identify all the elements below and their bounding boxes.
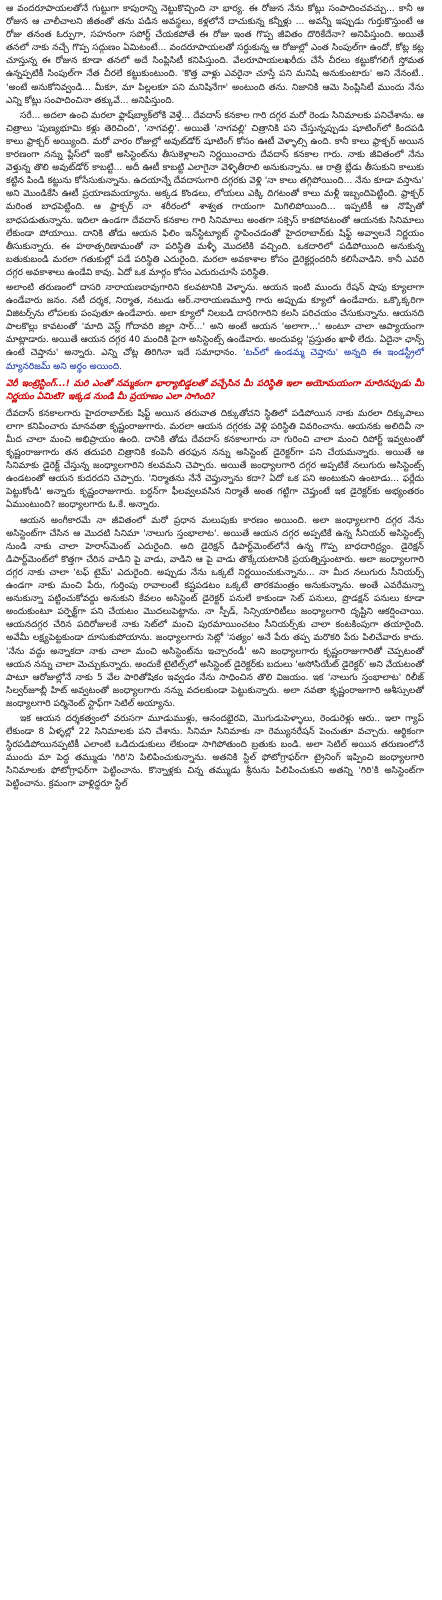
paragraph-4: దేవదాస్ కనకాలగారు హైదరాబాద్‌కు షిఫ్ట్ అయిన తరువాత దిక్కుతోచని స్థితిలో పడిపోయిన నాకు మరలా దిక్కుపాలు లాగా కనిపించారు మానవతా కృష్ణంరాజుగారు. మరలా ఆయన దగ్గరకు వెళ్లి పరిస్థితి వివరించాను. ఆయనకు అలిదివీ నా మీద చాలా మంచి అభిప్రాయం ఉంది. దానికి తోడు దేవదాస్ కనకాలగారు నా గురించి చాలా మంచి రిపోర్ట్ ఇవ్వటంతో కృష్ణంరాజుగారు తన తదుపరి చిత్రానికి కంపెనీ తరఫున నన్ను అసిస్టెంట్ డైరెక్టర్‌గా పని చేయమన్నారు. అయితే ఆ సినిమాకు డైరెక్ట్ చేస్తున్న జంధ్యాలగారిని కలవమని చెప్పారు. అయితే జంధ్యాలగారి దగ్గర అప్పటికే నలుగురు అసిస్టెంట్స్ ఉండటంతో ఆయన కుదరదని చెప్పారు. 'నిర్మాతను నేనే చెప్తున్నాను కదా? ఏదో ఒక పని అంటుకుని ఉంటాడు... ఫర్లేదు పెట్టుకోండి' అన్నారు కృష్ణంరాజుగారు. బర్డన్‌గా ఫీలవ్వలవసిన నిర్మాతే అంత గట్టిగా చెప్తుంటే ఇక డైరెక్టర్‌కు అభ్యంతరం ఏముంటుంది? జంధ్యాలగారు ఓ.కే. అన్నారు. (6, 408, 424, 511)
article-body (0, 0, 430, 792)
interview-question (6, 378, 424, 404)
paragraph-1: ఆ వందరూపాయలతోనే గుట్టుగా కాపురాన్ని నెట్టుకొచ్చింది నా భార్య. ఈ రోజున నేను కోట్లు సంపాదించవచ్చు... కానీ ఆ రోజున ఆ చాలీచాలని జీతంతో తను పడిన అవస్థలు, కళ్లలోనే దాచుకున్న కన్నీళ్లు ... అవన్నీ ఇప్పుడు గుర్తుకొస్తుంటే ఆ రోజు తనంత ఓర్పుగా, సహనంగా సపోర్ట్ చేయకపోతే ఈ రోజు ఇంత గొప్ప జీవితం దొరికేదేనా? అనిపిస్తుంది. అయితే తనలో నాకు నచ్చే గొప్ప సద్గుణం ఏమిటంటే... వందరూపాయలతో సర్దుకున్న ఆ రోజుల్లో ఎంత సింపుల్‌గా ఉందో, కోట్ల కట్ల చూస్తున్న ఈ రోజున కూడా తనలో అదే సింప్లిసిటీ కనిపిస్తుంది. వేలరూపాయలఖరీదు చేసే చీరలు కట్టుకోగలిగే స్తోమత ఉన్నప్పటికీ సింపుల్‌గా నేత చీరలే కట్టుకుంటుంది. 'కొత్త వాళ్లు ఎవరైనా చూస్తే పని మనిషి అనుకుంటారు' అని నేనంటే.. 'అంటే అనుకోనివ్వండి... మీకూ, మా పిల్లలకూ పని మనిషినేగా' అంటుంది తను. నిజానికి ఆమె సింప్లిసిటీ ముందు నేను ఎన్ని కోట్లు సంపాదించినా తక్కువే... అనిపిస్తుంది. (6, 4, 424, 106)
paragraph-5: ఆయన అంగీకారమే నా జీవితంలో మరో ప్రధాన మలుపుకు కారణం అయింది. అలా జంధ్యాలగారి దగ్గర నేను అసిస్టెంట్‌గా చేసిన ఆ మొదటి సినిమా 'నాలుగు స్తంభాలాట'. అయితే ఆయన దగ్గర అప్పటికే ఉన్న సీనియర్ అసిస్టెంట్స్ నుండి నాకు చాలా హెరాస్‌మెంట్ ఎదురైంది. అది డైరెక్షన్ డిపార్ట్‌మెంట్‌లోనే ఉన్న గొప్ప బాధదారిద్ర్యం. డైరెక్షన్ డిపార్ట్‌మెంట్‌లో కొత్తగా చేరిన వాడిని పై వాడు, వాడిని ఆ పై వాడు తొక్కేయటానికి ప్రయత్నిస్తుంటారు. అలా జంధ్యాలగారి దగ్గర నాకు చాలా 'టఫ్ టైమ్' ఎదురైంది. అప్పుడు నేను ఒక్కటే నిర్ణయించుకున్నాను... నా మీద నలుగురు సీనియర్స్ ఉండగా నాకు మంచి పేరు, గుర్తింపు రావాలంటే కష్టపడటం ఒక్కటే తారకమంత్రం అనుకున్నాను. అంతే ఎవరేమన్నా అనుకున్నా పట్టించుకోవద్దు అనుకుని కేవలం అసిస్టెంట్ డైరెక్టర్ పనులే కాకుండా సెట్ పనులు, ప్రొడక్షన్ పనులు కూడా అందుకుంటూ పర్ఫెక్ట్‌గా పని చేయటం మొదలుపెట్టాను. నా స్పీడ్, సిన్సియారిటీలు జంధ్యాలగారి దృష్టిని ఆకర్షించాయి. ఆయనదగ్గర చేరిన పదిరోజులకే నాకు సెట్‌లో మంచి పురమాయించటం సీనియర్స్‌కు చాలా కంటకింపుగా తయారైంది. అవేమీ లక్ష్యపెట్టకుండా దూసుకుపోయాను. జంధ్యాలగారు సెట్లో 'సత్యం' అనే పేరు తప్ప మరొకరి పేరు పిలిచేవారు కాదు. 'నేను వద్దు అన్నాకదా నాకు చాలా మంచి అసిస్టెంట్‌ను ఇచ్చారండీ' అని జంధ్యాలగారు కృష్ణంరాజుగారితో చెప్పటంతో ఆయన నన్ను చాలా మెచ్చుకున్నారు. అందుకే టైటిల్స్‌లో అసిస్టెంట్ డైరెక్టర్‌కు బదులు 'అసోసియేట్ డైరెక్టర్' అని వేయటంతో పాటూ ఆరోజుల్లోనే నాకు 5 వేల పారితోషికం ఇవ్వడం నేను సాధించిన తొలి విజయం. ఇక 'నాలుగు స్తంభాలాట' రిలీజ్ సిల్వర్‌జూబ్లీ హిట్ అవ్వటంతో జంధ్యాలగారు నన్ను వదలకుండా పెట్టుకున్నారు. అలా నవతా కృష్ణంరాజుగారి ఆశీస్సులతో జంధ్యాలగారి పర్మినెంట్ స్టాఫ్‌గా సెటిల్ అయ్యాను. (6, 515, 424, 709)
paragraph-6: ఇక ఆయన దర్శకత్వంలో వరుసగా మూడుముళ్లు, ఆనందభైరవి, మొగుడుపెళ్ళాలు, రెండురెళ్లు ఆరు.. ఇలా గ్యాప్ లేకుండా 8 ఏళ్ళల్లో 22 సినిమాలకు పని చేశాను. సినిమా సినిమాకు నా రెమ్యునరేషన్ పెంచుతూ వచ్చారు. ఆర్థికంగా స్థిరపడిపోయినప్పటికీ ఎలాంటి ఒడిదుడుకులు లేకుండా సాగిపోతుంది బ్రతుకు బండి. అలా సెటిల్ అయిన తరుణంలోనే ముందు మా పెద్ద తమ్ముడు 'గిరి'ని పిలిపించుకున్నాను. అతనికి స్టిల్ ఫోటోగ్రాఫర్‌గా ట్రైనింగ్ ఇప్పించి జంధ్యాలగారి సినిమాలకు ఫోటోగ్రాఫర్‌గా పెట్టించాను. కొన్నాళ్లకు చిన్న తమ్ముడు శ్రీనును పిలిపించుకుని అతన్ని 'గిరి'కి అసిస్టెంట్‌గా పెట్టించాను. క్రమంగా వాళ్లిద్దరూ స్టిల్ (6, 713, 424, 790)
question-text: వెరీ ఇంట్రెస్టింగ్...! మరి ఎంతో నమ్మకంగా భార్యాబిడ్డలతో వచ్చేసిన మీ పరిస్థితి ఇలా అయోమయంగా మారినప్పుడు మీ నిర్ణయం ఏమిటి? ఇక్కడ నుండి మీ ప్రయాణం ఎలా సాగింది? (6, 378, 424, 402)
paragraph-3-text: అలాంటి తరుణంలో దాసరి నారాయణరావుగారిని కలవటానికి వెళ్ళాను. ఆయన ఇంటి ముందు రేషన్ షాపు క్యూలాగా ఉండేవారు జనం. నటీ దర్శక, నిర్మాత, నటుడు ఆర్.నారాయణమూర్తి గారు అప్పుడు క్యూలో ఉండేవారు. ఒక్కొక్కరిగా విజిటర్స్‌ను లోపలకు పంపుతూ ఉండేవారు. అలా క్యూలో నిలబడి దాసరిగారిని కలసి పరిచయం చేసుకున్నాను. ఆయనది పాలకొల్లు కావటంతో 'మాది వెస్ట్ గోదావరి జిల్లా సార్...' అని అంటే ఆయన 'అలాగా...' అంటూ చాలా ఆప్యాయంగా మాట్లాడారు. అయితే ఆయన దగ్గర 40 మందికి పైగా అసిస్టెంట్స్ ఉండేవారు. అందువల్ల 'ప్రస్తుతం ఖాళీ లేదు. ఏదైనా ఛాన్స్ ఉంటే చెప్తాను' అన్నారు. ఎన్ని చోట్ల తిరిగినా ఇదే సమాధానం. (6, 282, 424, 359)
paragraph-2: సరే... అదలా ఉంచి మరలా ఫ్లాష్‌బ్యాక్‌లోకి వెళ్తే... దేవదాస్ కనకాల గారి దగ్గర మరో రెండు సినిమాలకు పనిచేశాను. ఆ చిత్రాలు 'పుణ్యభూమి కళ్లు తెరిచింది', 'నాగవల్లి'. అయితే 'నాగవల్లి' చిత్రానికి పని చేస్తున్నప్పుడు షూటింగ్‌లో కిందపడి కాలు ఫ్రాక్చర్ అయ్యింది. మరో వారం రోజుల్లో అవుట్‌డోర్ షూటింగ్ కోసం ఊటీ వెళ్ళాల్సి ఉంది. కానీ కాలు ఫ్రాక్చర్ అయిన కారణంగా నన్ను ప్లేస్‌లో ఇంకో అసిస్టెంట్‌ను తీసుకెళ్లాలని నిర్ణయించారు దేవదాస్ కనకాల గారు. నాకు జీవితంలో నేను వెళ్తున్న తొలి అవుట్‌డోర్ కాబట్టి... అదీ ఊటీ కాబట్టి ఎలాగైనా వెళ్ళితీరాలి అనుకున్నాను. ఆ రాత్రి బ్లేడు తీసుకుని కాలుకు కట్టిన పిండి కట్టును కోసేసుకున్నాను. ఉదయాన్నే దేవదాసుగారి దగ్గరకు వెళ్లి 'నా కాలు తగ్గిపోయింది... నేను కూడా వస్తాను' అని మొండికేసి ఊటీ ప్రయాణమయ్యాను. అక్కడ కొండలు, లోయలు ఎక్కి దిగటంతో కాలు మళ్లీ ఇబ్బందిపెట్టింది. ఫ్రాక్చర్ మరింత బాధపెట్టింది. ఆ ఫ్రాక్చర్ నా శరీరంలో శాశ్వత గాయంగా మిగిలిపోయింది... ఇప్పటికీ ఆ నొప్పితో బాధపడుతున్నాను. ఇదిలా ఉండగా దేవదాస్ కనకాల గారి సినిమాలు అంతగా సక్సెస్ కాకపోవటంతో ఆయనకు సినిమాలు లేకుండా పోయాయి. దానికి తోడు ఆయన ఫిలిం ఇన్‌స్టిట్యూట్ స్థాపించడంతో హైదరాబాద్‌కు షిఫ్ట్ అవ్వాలనే నిర్ణయం తీసుకున్నారు. ఈ హఠాత్పరిణామంతో నా పరిస్థితి మళ్ళీ మొదటికి వచ్చింది. ఒకదారిలో పడిపోయింది అనుకున్న బతుకుబండి మరలా గతుకుల్లో పడే పరిస్థితి ఎదురైంది. మరలా అవకాశాల కోసం డైరెక్టర్లందరినీ కలిసేవాడిని. కానీ ఎవరి దగ్గర అవకాశాలు ఉండేవి కావు. ఏదో ఒక మార్గం కోసం ఎదురుచూసే పరిస్థితి. (6, 110, 424, 278)
paragraph-3-highlight: 'టచ్‌లో ఉండమ్మ చెప్తాను' అన్నది ఈ ఇండస్ట్రీలో మ్యానరిజమ్ అని అర్థం అయింది. (6, 348, 424, 372)
paragraph-3 (6, 282, 424, 374)
